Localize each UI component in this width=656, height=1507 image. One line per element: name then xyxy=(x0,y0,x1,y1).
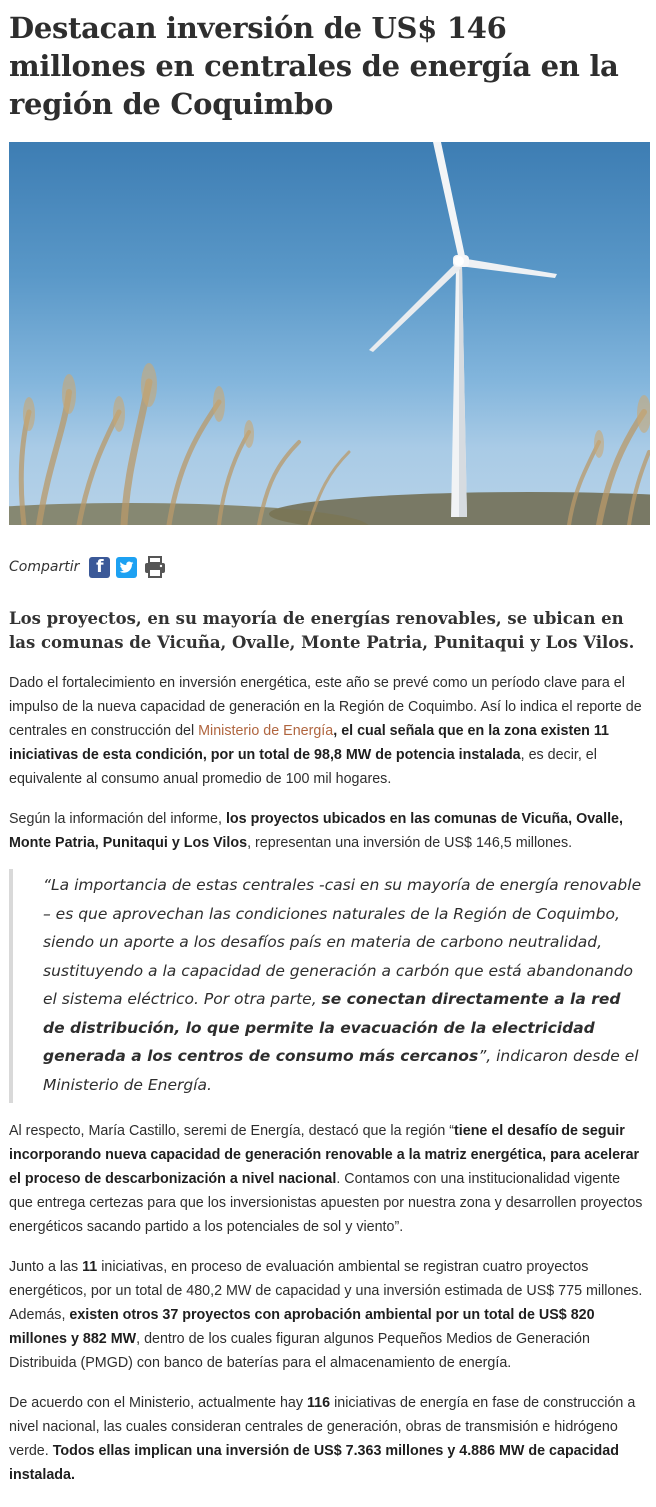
paragraph-2: Según la información del informe, los proyectos ubicados en las comunas de Vicuña, Ovalle, Monte Patria, Punitaqui y Los Vilos, representan una inversión de US$ 146,5 millones. xyxy=(9,811,623,851)
share-label: Compartir xyxy=(9,559,80,575)
facebook-icon[interactable] xyxy=(89,557,110,578)
hero-image xyxy=(9,142,650,525)
facebook-glyph: f xyxy=(96,556,104,577)
ministry-quote: “La importancia de estas centrales -casi en su mayoría de energía renovable – es que aprovechan las condiciones naturales de la Región de Coquimbo, siendo un aporte a los desafíos país en materia de carbono neutralidad, sustituyendo a la capacidad de generación a carbón que está abandonando el sistema eléctrico. Por otra parte, se conectan directamente a la red de distribución, lo que permite la evacuación de la electricidad generada a los centros de consumo más cercanos”, indicaron desde el Ministerio de Energía. xyxy=(9,869,647,1103)
paragraph-4: Junto a las 11 iniciativas, en proceso de evaluación ambiental se registran cuatro proyectos energéticos, por un total de 480,2 MW de capacidad y una inversión estimada de US$ 775 millones. Además, existen otros 37 proyectos con aprobación ambiental por un total de US$ 820 millones y 882 MW, dentro de los cuales figuran algunos Pequeños Medios de Generación Distribuida (PMGD) con banco de baterías para el almacenamiento de energía. xyxy=(9,1259,643,1371)
twitter-bird-glyph xyxy=(119,560,134,575)
wind-turbine-illustration xyxy=(9,142,650,525)
article-title: Destacan inversión de US$ 146 millones en centrales de energía en la región de Coquimbo xyxy=(9,11,619,121)
paragraph-5: De acuerdo con el Ministerio, actualmente hay 116 iniciativas de energía en fase de construcción a nivel nacional, las cuales consideran centrales de generación, obras de transmisión e hidrógeno verde. Todos ellas implican una inversión de US$ 7.363 millones y 4.886 MW de capacidad instalada. xyxy=(9,1395,636,1483)
share-bar xyxy=(9,554,647,580)
paragraph-3: Al respecto, María Castillo, seremi de Energía, destacó que la región “tiene el desafío de seguir incorporando nueva capacidad de generación renovable a la matriz energética, para acelerar el proceso de descarbonización a nivel nacional. Contamos con una institucionalidad vigente que entrega certezas para que los inversionistas apuesten por nuestra zona y desarrollen proyectos energéticos sacando partido a los potenciales de sol y viento”. xyxy=(9,1123,643,1235)
print-icon[interactable] xyxy=(143,555,167,579)
article-lead: Los proyectos, en su mayoría de energías renovables, se ubican en las comunas de Vicuña, Ovalle, Monte Patria, Punitaqui y Los Vilos. xyxy=(9,609,635,652)
twitter-icon[interactable] xyxy=(116,557,137,578)
ministerio-link[interactable]: Ministerio de Energía xyxy=(198,723,334,739)
paragraph-1: Dado el fortalecimiento en inversión energética, este año se prevé como un período clave para el impulso de la nueva capacidad de generación en la Región de Coquimbo. Así lo indica el reporte de centrales en construcción del Ministerio de Energía, el cual señala que en la zona existen 11 iniciativas de esta condición, por un total de 98,8 MW de potencia instalada, es decir, el equivalente al consumo anual promedio de 100 mil hogares. xyxy=(9,675,642,787)
